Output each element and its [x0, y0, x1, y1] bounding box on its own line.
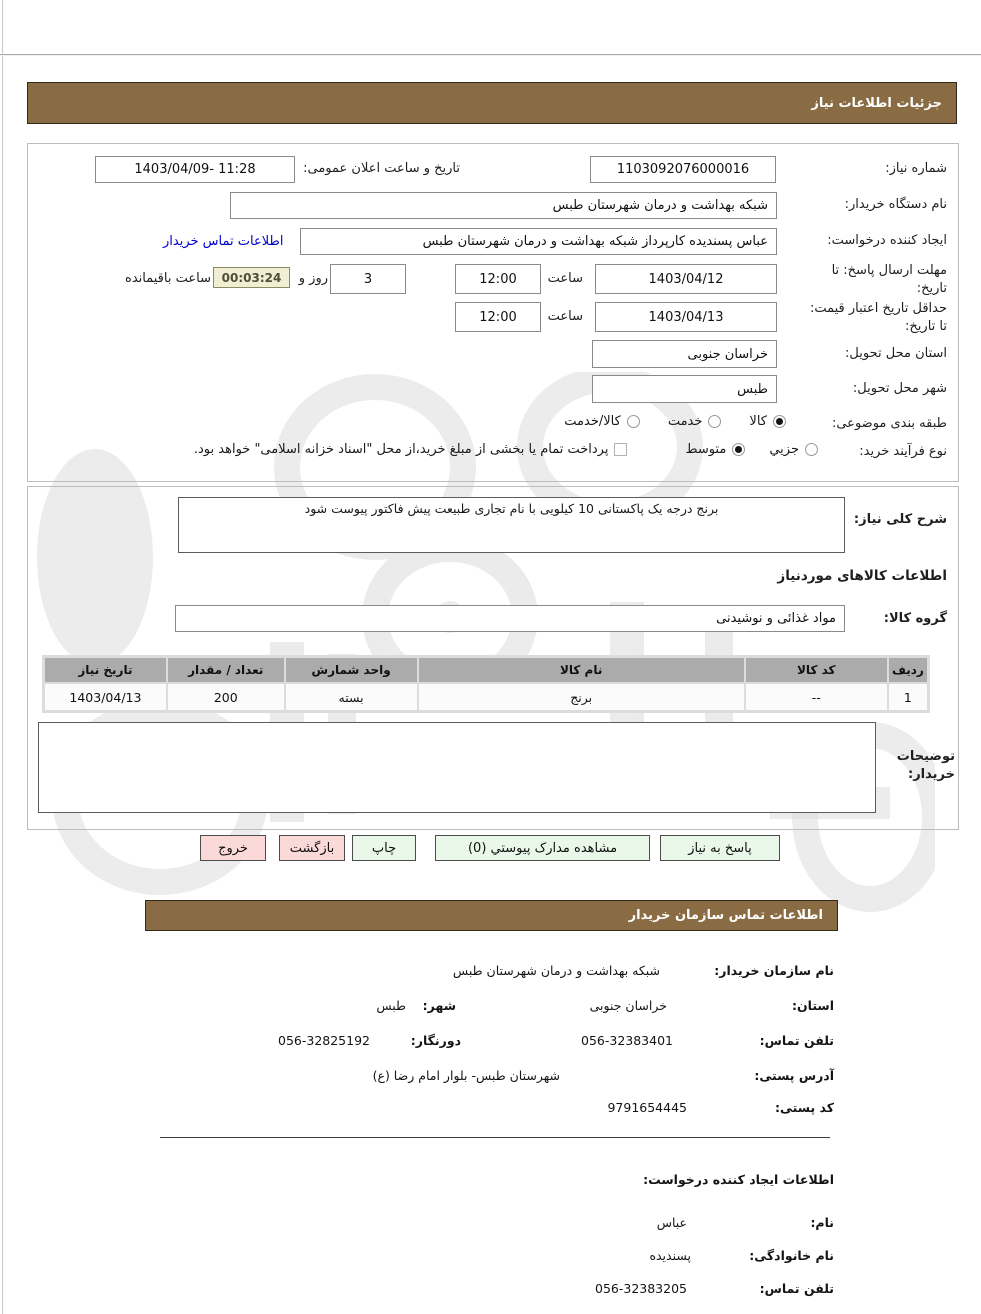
items-table-row	[45, 684, 927, 710]
contact-city-label: شهر:	[422, 998, 456, 1013]
org-name-value: شبکه بهداشت و درمان شهرستان طبس	[452, 963, 660, 978]
contact-section-title: اطلاعات تماس سازمان خریدار	[628, 908, 823, 923]
contact-section-header	[145, 900, 838, 931]
goods-group-value: مواد غذائی و نوشیدنی	[716, 611, 836, 626]
need-desc-textarea[interactable]	[178, 497, 845, 553]
delivery-city-field[interactable]	[592, 375, 777, 403]
reply-hour-label: ساعت	[547, 271, 583, 286]
items-heading: اطلاعات کالاهای موردنیاز	[777, 568, 947, 584]
need-number-label: شماره نیاز:	[885, 161, 947, 176]
contact-divider	[160, 1137, 830, 1138]
classification-option-goods[interactable]	[749, 414, 786, 429]
radio-medium-icon[interactable]	[732, 443, 745, 456]
process-type-label: نوع فرآیند خرید:	[859, 444, 947, 459]
announce-datetime-value: 1403/04/09- 11:28	[134, 162, 256, 177]
col-row-number: ردیف	[889, 658, 927, 682]
price-validity-label: حداقل تاریخ اعتبار قیمت: تا تاریخ:	[809, 301, 947, 334]
need-desc-text: برنج درجه یک پاکستانی 10 کیلویی با نام تجاری طبیعت پیش فاکتور پیوست شود	[304, 501, 719, 516]
contact-fax-label: دورنگار:	[410, 1033, 461, 1048]
creator-name-value: عباس	[656, 1215, 687, 1230]
radio-service-label: خدمت	[667, 414, 703, 429]
cell-item-name: برنج	[419, 684, 744, 710]
radio-goods-service-label: کالا/خدمت	[564, 414, 621, 429]
announce-datetime-label: تاریخ و ساعت اعلان عمومی:	[303, 161, 460, 176]
contact-province-value: خراسان جنوبی	[589, 998, 667, 1013]
items-table-header-row	[45, 658, 927, 682]
buyer-notes-label: توضیحات خریدار:	[896, 749, 955, 782]
cell-item-code: --	[746, 684, 887, 710]
contact-province-label: استان:	[791, 998, 834, 1013]
treasury-checkbox-icon[interactable]	[614, 443, 627, 456]
cell-count-unit: بسته	[286, 684, 417, 710]
reply-deadline-date: 1403/04/12	[648, 271, 724, 287]
reply-deadline-date-field[interactable]	[595, 264, 777, 294]
radio-goods-label: کالا	[749, 414, 767, 429]
validity-hour-label: ساعت	[547, 309, 583, 324]
price-validity-time: 12:00	[479, 309, 517, 325]
page-left-border	[2, 0, 3, 1314]
price-validity-date-field[interactable]	[595, 302, 777, 332]
process-option-medium[interactable]	[685, 442, 745, 457]
col-item-code: کد کالا	[746, 658, 887, 682]
process-option-minor[interactable]	[769, 442, 818, 457]
countdown-timer	[213, 267, 290, 288]
contact-phone-label: تلفن تماس:	[759, 1033, 834, 1048]
reply-deadline-label: مهلت ارسال پاسخ: تا تاریخ:	[831, 263, 947, 296]
cell-row-number: 1	[889, 684, 927, 710]
radio-service-icon[interactable]	[708, 415, 721, 428]
radio-goods-icon[interactable]	[773, 415, 786, 428]
classification-option-service[interactable]	[668, 414, 722, 429]
price-validity-date: 1403/04/13	[648, 309, 724, 325]
contact-city-value: طبس	[376, 998, 406, 1013]
delivery-province-field[interactable]	[592, 340, 777, 368]
contact-phone-value: 056-32383401	[581, 1033, 673, 1048]
request-creator-label: ایجاد کننده درخواست:	[827, 233, 947, 248]
treasury-checkbox-option[interactable]	[194, 442, 628, 457]
delivery-province-value: خراسان جنوبی	[687, 346, 768, 362]
radio-minor-label: جزیي	[769, 442, 799, 457]
delivery-province-label: استان محل تحویل:	[845, 346, 947, 361]
remaining-days-value: 3	[363, 271, 373, 287]
process-type-options	[194, 442, 818, 457]
print-button[interactable]: چاپ	[352, 835, 416, 861]
buyer-org-field[interactable]	[230, 192, 777, 219]
details-section-header	[27, 82, 957, 124]
col-item-name: نام کالا	[419, 658, 744, 682]
creator-phone-value: 056-32383205	[595, 1281, 687, 1296]
items-table	[42, 655, 930, 713]
delivery-city-value: طبس	[737, 381, 768, 397]
col-need-date: تاریخ نیاز	[45, 658, 166, 682]
col-quantity: تعداد / مقدار	[168, 658, 284, 682]
org-name-label: نام سازمان خریدار:	[714, 963, 834, 978]
view-attachments-button[interactable]: مشاهده مدارک پیوستي (0)	[435, 835, 650, 861]
col-count-unit: واحد شمارش	[286, 658, 417, 682]
delivery-city-label: شهر محل تحویل:	[852, 381, 947, 396]
creator-name-label: نام:	[810, 1215, 834, 1230]
days-unit-label: روز و	[298, 271, 328, 286]
request-creator-field[interactable]	[300, 228, 777, 255]
reply-time-value: 12:00	[479, 271, 517, 287]
contact-fax-value: 056-32825192	[278, 1033, 370, 1048]
buyer-contact-link[interactable]: اطلاعات تماس خریدار	[163, 234, 284, 249]
back-button[interactable]: بازگشت	[279, 835, 345, 861]
radio-medium-label: متوسط	[685, 442, 727, 457]
classification-options	[564, 414, 786, 429]
buyer-notes-textarea[interactable]	[38, 722, 876, 813]
price-validity-time-field[interactable]	[455, 302, 541, 332]
creator-phone-label: تلفن تماس:	[759, 1281, 834, 1296]
remaining-days-field[interactable]	[330, 264, 406, 294]
contact-postal-label: کد پستی:	[774, 1100, 834, 1115]
radio-minor-icon[interactable]	[805, 443, 818, 456]
reply-time-field[interactable]	[455, 264, 541, 294]
request-creator-value: عباس پسندیده کارپرداز شبکه بهداشت و درمان شهرستان طبس	[422, 234, 768, 249]
buyer-org-value: شبکه بهداشت و درمان شهرستان طبس	[552, 198, 768, 213]
countdown-value: 00:03:24	[221, 270, 282, 285]
reply-to-need-button[interactable]: پاسخ به نیاز	[660, 835, 780, 861]
need-number-field[interactable]	[590, 156, 776, 183]
need-desc-label: شرح کلی نیاز:	[853, 512, 947, 527]
remaining-hours-label: ساعت باقیمانده	[125, 271, 211, 286]
cell-need-date: 1403/04/13	[45, 684, 166, 710]
exit-button[interactable]: خروج	[200, 835, 266, 861]
radio-goods-service-icon[interactable]	[627, 415, 640, 428]
contact-address-label: آدرس پستی:	[754, 1068, 834, 1083]
contact-postal-value: 9791654445	[607, 1100, 687, 1115]
classification-label: طبقه بندی موضوعی:	[831, 416, 947, 431]
top-divider	[0, 54, 981, 56]
goods-group-field[interactable]	[175, 605, 845, 632]
cell-quantity: 200	[168, 684, 284, 710]
announce-datetime-field[interactable]	[95, 156, 295, 183]
need-number-value: 1103092076000016	[616, 162, 750, 177]
creator-family-value: پسندیده	[649, 1248, 691, 1263]
treasury-checkbox-label: پرداخت تمام یا بخشی از مبلغ خرید،از محل "اسناد خزانه اسلامی" خواهد بود.	[193, 442, 609, 457]
contact-address-value: شهرستان طبس- بلوار امام رضا (ع)	[372, 1068, 560, 1083]
buyer-org-label: نام دستگاه خریدار:	[844, 197, 947, 212]
details-section-title: جزئیات اطلاعات نیاز	[811, 95, 942, 111]
creator-heading: اطلاعات ایجاد کننده درخواست:	[643, 1172, 834, 1187]
goods-group-label: گروه کالا:	[883, 611, 947, 626]
creator-family-label: نام خانوادگی:	[749, 1248, 834, 1263]
classification-option-goods-service[interactable]	[564, 414, 640, 429]
